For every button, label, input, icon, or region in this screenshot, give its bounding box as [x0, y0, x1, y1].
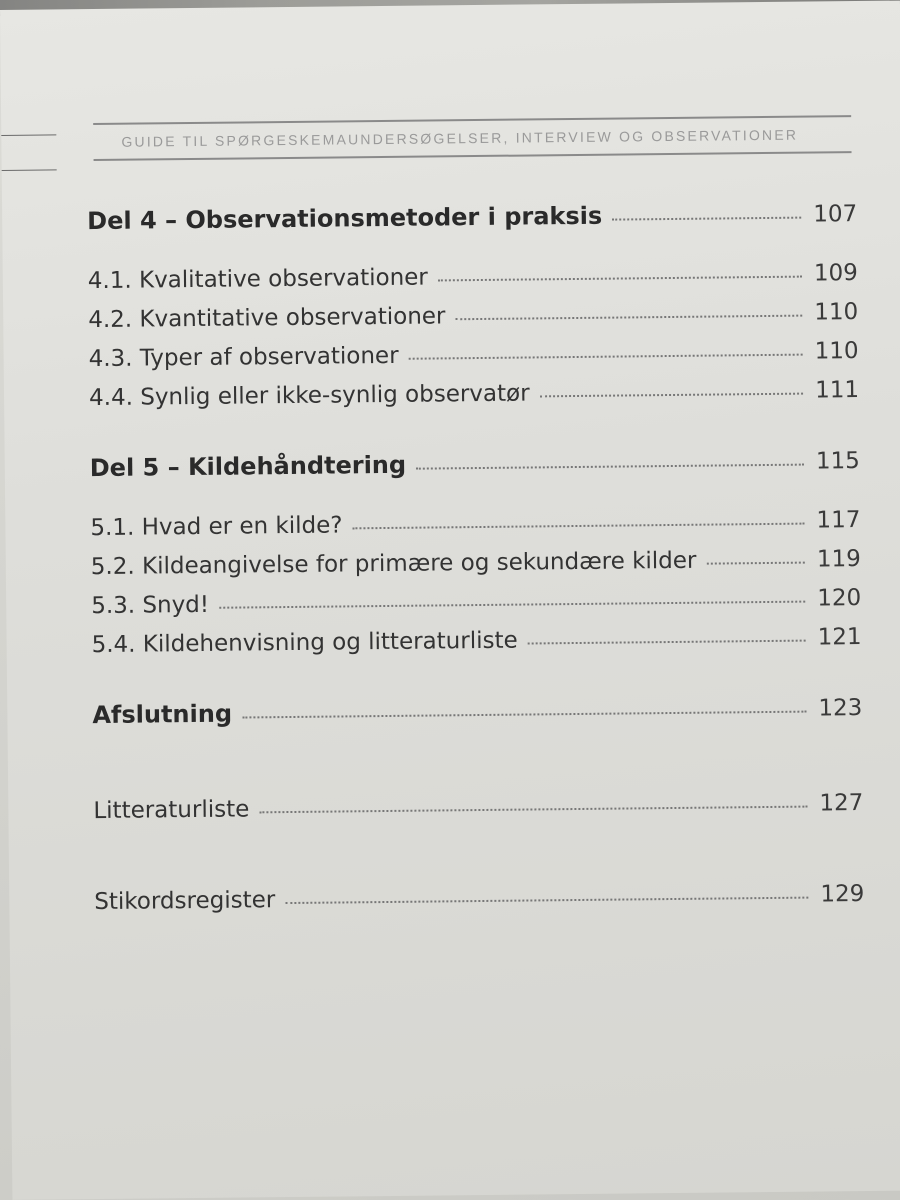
leader-dots [353, 523, 805, 530]
leader-dots [259, 806, 807, 814]
toc-title: 4.2. Kvantitative observationer [88, 303, 446, 334]
leader-dots [612, 217, 801, 221]
margin-rule-top [1, 134, 56, 136]
leader-dots [242, 711, 806, 719]
toc-title: Litteraturliste [93, 796, 250, 825]
toc-title: Afslutning [92, 699, 233, 730]
leader-dots [455, 315, 802, 321]
toc-page-number: 110 [814, 299, 859, 326]
toc-page-number: 109 [813, 260, 858, 287]
running-head: GUIDE TIL SPØRGESKEMAUNDERSØGELSER, INTERVIEW OG OBSERVATIONER [121, 126, 799, 150]
toc-page-number: 115 [815, 448, 860, 475]
toc-title: 5.3. Snyd! [91, 591, 210, 620]
toc-page-number: 110 [814, 338, 859, 365]
leader-dots [528, 640, 806, 645]
toc-page-number: 120 [817, 585, 862, 612]
toc-title: 5.4. Kildehenvisning og litteraturliste [91, 627, 518, 659]
leader-dots [706, 562, 804, 565]
toc-page-number: 111 [814, 377, 860, 404]
toc-page-number: 117 [816, 507, 861, 534]
leader-dots [416, 464, 804, 470]
toc-title: Del 5 – Kildehåndtering [89, 450, 407, 483]
toc-title: 5.1. Hvad er en kilde? [90, 512, 343, 542]
toc-title: Del 4 – Observationsmetoder i praksis [87, 201, 603, 236]
toc-title: 4.3. Typer af observationer [88, 342, 399, 373]
toc-page-number: 107 [813, 201, 858, 228]
leader-dots [285, 897, 808, 904]
toc-page-number: 129 [820, 880, 865, 908]
toc-title: 5.2. Kildeangivelse for primære og sekundære kilder [90, 547, 697, 581]
toc-title: Stikordsregister [94, 887, 276, 916]
header-rule-top [93, 115, 851, 125]
leader-dots [409, 354, 803, 360]
toc-title: 4.1. Kvalitative observationer [87, 264, 428, 295]
toc-page-number: 121 [817, 624, 862, 651]
book-page [0, 1, 900, 1200]
margin-rule-bottom [2, 169, 57, 171]
toc-page-number: 119 [816, 546, 861, 573]
toc-page-number: 123 [818, 695, 863, 722]
header-rule-bottom [94, 151, 852, 161]
toc-page-number: 127 [819, 790, 864, 817]
leader-dots [540, 393, 804, 398]
leader-dots [219, 601, 805, 609]
table-of-contents [87, 199, 865, 928]
leader-dots [438, 276, 802, 282]
toc-stikordsregister [94, 881, 864, 928]
toc-title: 4.4. Synlig eller ikke-synlig observatør [88, 380, 530, 412]
